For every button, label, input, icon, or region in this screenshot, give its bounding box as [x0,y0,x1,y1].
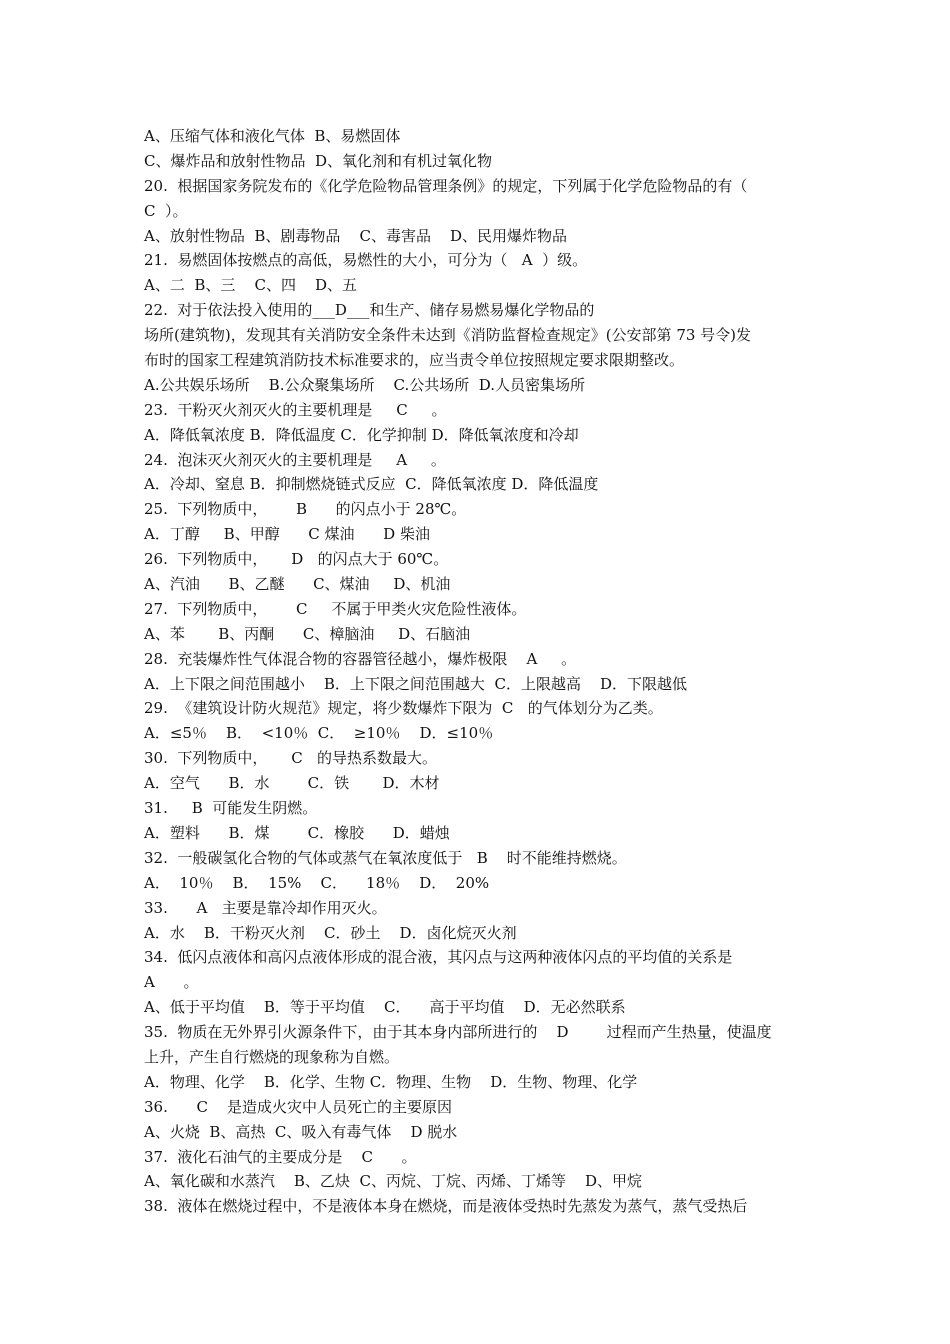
text-line: A．物理、化学 B．化学、生物 C．物理、生物 D．生物、物理、化学 [144,1072,638,1091]
text-line: 30. 下列物质中， C 的导热系数最大。 [144,749,438,768]
text-line: A、苯 B、丙酮 C、樟脑油 D、石脑油 [144,624,471,643]
text-line: 26. 下列物质中， D 的闪点大于 60℃。 [144,550,449,569]
text-line: A、压缩气体和液化气体 B、易燃固体 [144,127,401,145]
text-line: A．≤5％ B． <10％ C． ≥10％ D．≤10％ [144,724,494,743]
text-line: A．空气 B．水 C．铁 D．木材 [144,774,440,793]
text-line: 23. 干粉灭火剂灭火的主要机理是 C 。 [144,400,447,419]
text-line: 36. C 是造成火灾中人员死亡的主要原因 [144,1097,453,1116]
text-line: 布时的国家工程建筑消防技术标准要求的，应当责令单位按照规定要求限期整改。 [144,351,685,370]
text-line: A.公共娱乐场所 B.公众聚集场所 C.公共场所 D.人员密集场所 [144,375,586,394]
text-line: 场所(建筑物)，发现其有关消防安全条件未达到《消防监督检查规定》(公安部第 73 号令)发 [144,326,752,345]
text-line: 27. 下列物质中， C 不属于甲类火灾危险性液体。 [144,599,527,618]
text-line: 33. A 主要是靠冷却作用灭火。 [144,898,387,917]
text-line: A、二 B、三 C、四 D、五 [144,276,358,295]
text-line: 20. 根据国家务院发布的《化学危险物品管理条例》的规定，下列属于化学危险物品的有（ [144,176,748,195]
text-line: A．塑料 B．煤 C．橡胶 D．蜡烛 [144,823,450,842]
text-line: A． 10％ B． 15% C． 18％ D． 20% [144,873,490,892]
text-line: 上升，产生自行燃烧的现象称为自燃。 [144,1047,400,1066]
text-line: A．丁醇 B、甲醇 C 煤油 D 柴油 [144,525,430,544]
text-line: A、汽油 B、乙醚 C、煤油 D、机油 [144,575,451,594]
text-line: 21. 易燃固体按燃点的高低，易燃性的大小，可分为（ A ）级。 [144,251,588,270]
text-line: 22. 对于依法投入使用的___D___和生产、储存易燃易爆化学物品的 [144,301,595,320]
text-line: 35. 物质在无外界引火源条件下，由于其本身内部所进行的 D 过程而产生热量，使温度 [144,1023,772,1042]
text-line: 32. 一般碳氢化合物的气体或蒸气在氧浓度低于 B 时不能维持燃烧。 [144,848,627,867]
text-line: A 。 [144,973,199,992]
document-page [144,124,810,1219]
text-line: 25. 下列物质中， B 的闪点小于 28℃。 [144,500,467,519]
text-line: C、爆炸品和放射性物品 D、氧化剂和有机过氧化物 [144,151,493,170]
text-line: A、火烧 B、高热 C、吸入有毒气体 D 脱水 [144,1122,458,1141]
text-line: 29. 《建筑设计防火规范》规定，将少数爆炸下限为 C 的气体划分为乙类。 [144,699,663,718]
text-line: 34. 低闪点液体和高闪点液体形成的混合液，其闪点与这两种液体闪点的平均值的关系是 [144,948,733,967]
text-line: A．冷却、窒息 B．抑制燃烧链式反应 C．降低氧浓度 D．降低温度 [144,475,599,494]
text-line: C ）。 [144,201,188,220]
text-line: A．降低氧浓度 B．降低温度 C．化学抑制 D．降低氧浓度和冷却 [144,425,579,444]
text-line: A．上下限之间范围越小 B．上下限之间范围越大 C．上限越高 D．下限越低 [144,674,688,693]
text-line: A、低于平均值 B．等于平均值 C． 高于平均值 D．无必然联系 [144,998,626,1017]
text-line: A、放射性物品 B、剧毒物品 C、毒害品 D、民用爆炸物品 [144,226,568,245]
text-line: 24. 泡沫灭火剂灭火的主要机理是 A 。 [144,450,446,469]
text-line: 28. 充装爆炸性气体混合物的容器管径越小，爆炸极限 A 。 [144,649,577,668]
text-line: 31. B 可能发生阴燃。 [144,799,318,818]
text-line: 38. 液体在燃烧过程中，不是液体本身在燃烧，而是液体受热时先蒸发为蒸气，蒸气受热后 [144,1197,748,1216]
text-line: 37. 液化石油气的主要成分是 C 。 [144,1147,417,1166]
text-line: A．水 B．干粉灭火剂 C．砂土 D．卤化烷灭火剂 [144,923,517,942]
text-line: A、氧化碳和水蒸汽 B、乙炔 C、丙烷、丁烷、丙烯、丁烯等 D、甲烷 [144,1172,643,1191]
